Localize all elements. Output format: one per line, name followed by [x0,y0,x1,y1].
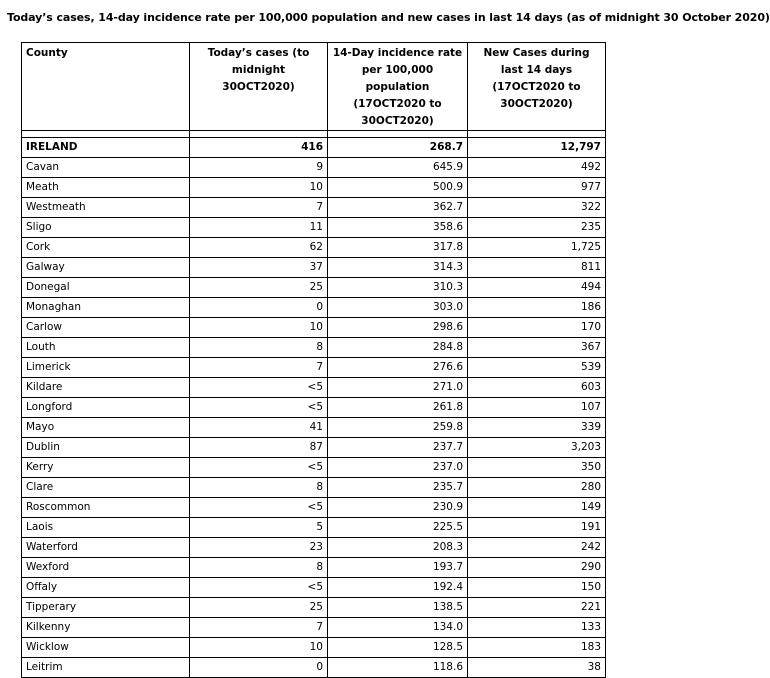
table-row [22,598,606,618]
todays-cases-cell: 25 [190,278,328,298]
table-row [22,418,606,438]
incidence-rate-cell: 138.5 [328,598,468,618]
county-name-cell: Donegal [22,278,190,298]
incidence-rate-cell: 303.0 [328,298,468,318]
incidence-rate-cell: 259.8 [328,418,468,438]
county-name-cell: Wexford [22,558,190,578]
incidence-rate-cell: 118.6 [328,658,468,678]
table-row [22,338,606,358]
county-name-cell: Cavan [22,158,190,178]
new-cases-cell: 280 [468,478,606,498]
new-cases-cell: 350 [468,458,606,478]
table-row [22,458,606,478]
todays-cases-cell: 0 [190,658,328,678]
spacer-row [22,131,606,138]
new-cases-cell: 339 [468,418,606,438]
todays-cases-cell: 41 [190,418,328,438]
new-cases-cell: 494 [468,278,606,298]
table-row [22,258,606,278]
county-name-cell: Dublin [22,438,190,458]
county-name-cell: Cork [22,238,190,258]
table-row [22,358,606,378]
table-row [22,178,606,198]
new-cases-cell: 1,725 [468,238,606,258]
todays-cases-cell: 7 [190,198,328,218]
table-row [22,578,606,598]
incidence-rate-cell: 193.7 [328,558,468,578]
incidence-rate-cell: 128.5 [328,638,468,658]
county-name-cell: Westmeath [22,198,190,218]
todays-cases-cell: <5 [190,458,328,478]
table-row [22,618,606,638]
county-name-cell: Wicklow [22,638,190,658]
table-row [22,538,606,558]
todays-cases-cell: <5 [190,578,328,598]
todays-cases-cell: 23 [190,538,328,558]
incidence-rate-cell: 314.3 [328,258,468,278]
table-row [22,498,606,518]
county-name-cell: Clare [22,478,190,498]
todays-cases-cell: 0 [190,298,328,318]
table-row [22,658,606,678]
incidence-rate-cell: 261.8 [328,398,468,418]
national-todays-cases: 416 [190,138,328,158]
new-cases-cell: 539 [468,358,606,378]
incidence-rate-cell: 134.0 [328,618,468,638]
incidence-rate-cell: 317.8 [328,238,468,258]
county-name-cell: Carlow [22,318,190,338]
county-cases-table [21,42,606,678]
todays-cases-cell: 25 [190,598,328,618]
national-county: IRELAND [22,138,190,158]
incidence-rate-cell: 237.7 [328,438,468,458]
header-incidence-rate: 14-Day incidence rate per 100,000 population (17OCT2020 to 30OCT2020) [328,43,468,131]
incidence-rate-cell: 230.9 [328,498,468,518]
county-name-cell: Kerry [22,458,190,478]
todays-cases-cell: <5 [190,498,328,518]
new-cases-cell: 183 [468,638,606,658]
new-cases-cell: 492 [468,158,606,178]
county-name-cell: Leitrim [22,658,190,678]
county-name-cell: Sligo [22,218,190,238]
new-cases-cell: 290 [468,558,606,578]
table-row [22,158,606,178]
incidence-rate-cell: 276.6 [328,358,468,378]
new-cases-cell: 38 [468,658,606,678]
incidence-rate-cell: 362.7 [328,198,468,218]
incidence-rate-cell: 235.7 [328,478,468,498]
new-cases-cell: 3,203 [468,438,606,458]
table-row [22,478,606,498]
incidence-rate-cell: 500.9 [328,178,468,198]
page-title: Today’s cases, 14-day incidence rate per 100,000 population and new cases in last 14 days (as of midnight 30 October 2020) [7,11,770,24]
table-row [22,558,606,578]
table-row [22,218,606,238]
new-cases-cell: 603 [468,378,606,398]
new-cases-cell: 977 [468,178,606,198]
new-cases-cell: 235 [468,218,606,238]
table-row [22,378,606,398]
todays-cases-cell: 11 [190,218,328,238]
new-cases-cell: 811 [468,258,606,278]
new-cases-cell: 322 [468,198,606,218]
todays-cases-cell: 5 [190,518,328,538]
county-name-cell: Louth [22,338,190,358]
todays-cases-cell: 87 [190,438,328,458]
national-total-row [22,138,606,158]
incidence-rate-cell: 208.3 [328,538,468,558]
new-cases-cell: 242 [468,538,606,558]
table-row [22,278,606,298]
new-cases-cell: 367 [468,338,606,358]
todays-cases-cell: 7 [190,358,328,378]
todays-cases-cell: 8 [190,338,328,358]
table-row [22,298,606,318]
incidence-rate-cell: 310.3 [328,278,468,298]
table-row [22,238,606,258]
new-cases-cell: 170 [468,318,606,338]
new-cases-cell: 133 [468,618,606,638]
new-cases-cell: 107 [468,398,606,418]
county-name-cell: Kilkenny [22,618,190,638]
county-name-cell: Mayo [22,418,190,438]
county-name-cell: Galway [22,258,190,278]
county-name-cell: Offaly [22,578,190,598]
todays-cases-cell: 7 [190,618,328,638]
county-name-cell: Laois [22,518,190,538]
county-name-cell: Limerick [22,358,190,378]
county-name-cell: Longford [22,398,190,418]
table-row [22,198,606,218]
todays-cases-cell: 62 [190,238,328,258]
county-name-cell: Monaghan [22,298,190,318]
county-name-cell: Kildare [22,378,190,398]
incidence-rate-cell: 237.0 [328,458,468,478]
table-row [22,438,606,458]
header-county: County [22,43,190,131]
todays-cases-cell: 37 [190,258,328,278]
incidence-rate-cell: 225.5 [328,518,468,538]
todays-cases-cell: 10 [190,638,328,658]
county-name-cell: Roscommon [22,498,190,518]
new-cases-cell: 149 [468,498,606,518]
todays-cases-cell: 10 [190,318,328,338]
todays-cases-cell: 8 [190,478,328,498]
incidence-rate-cell: 298.6 [328,318,468,338]
new-cases-cell: 221 [468,598,606,618]
todays-cases-cell: 9 [190,158,328,178]
header-todays-cases: Today’s cases (to midnight 30OCT2020) [190,43,328,131]
incidence-rate-cell: 358.6 [328,218,468,238]
table-row [22,398,606,418]
todays-cases-cell: <5 [190,398,328,418]
table-row [22,318,606,338]
incidence-rate-cell: 284.8 [328,338,468,358]
national-new-cases: 12,797 [468,138,606,158]
county-name-cell: Tipperary [22,598,190,618]
new-cases-cell: 150 [468,578,606,598]
incidence-rate-cell: 645.9 [328,158,468,178]
county-name-cell: Meath [22,178,190,198]
todays-cases-cell: 10 [190,178,328,198]
table-row [22,518,606,538]
national-incidence-rate: 268.7 [328,138,468,158]
county-name-cell: Waterford [22,538,190,558]
incidence-rate-cell: 271.0 [328,378,468,398]
header-new-cases: New Cases during last 14 days (17OCT2020 to 30OCT2020) [468,43,606,131]
new-cases-cell: 191 [468,518,606,538]
new-cases-cell: 186 [468,298,606,318]
table-row [22,638,606,658]
table-header-row [22,43,606,131]
incidence-rate-cell: 192.4 [328,578,468,598]
todays-cases-cell: <5 [190,378,328,398]
todays-cases-cell: 8 [190,558,328,578]
